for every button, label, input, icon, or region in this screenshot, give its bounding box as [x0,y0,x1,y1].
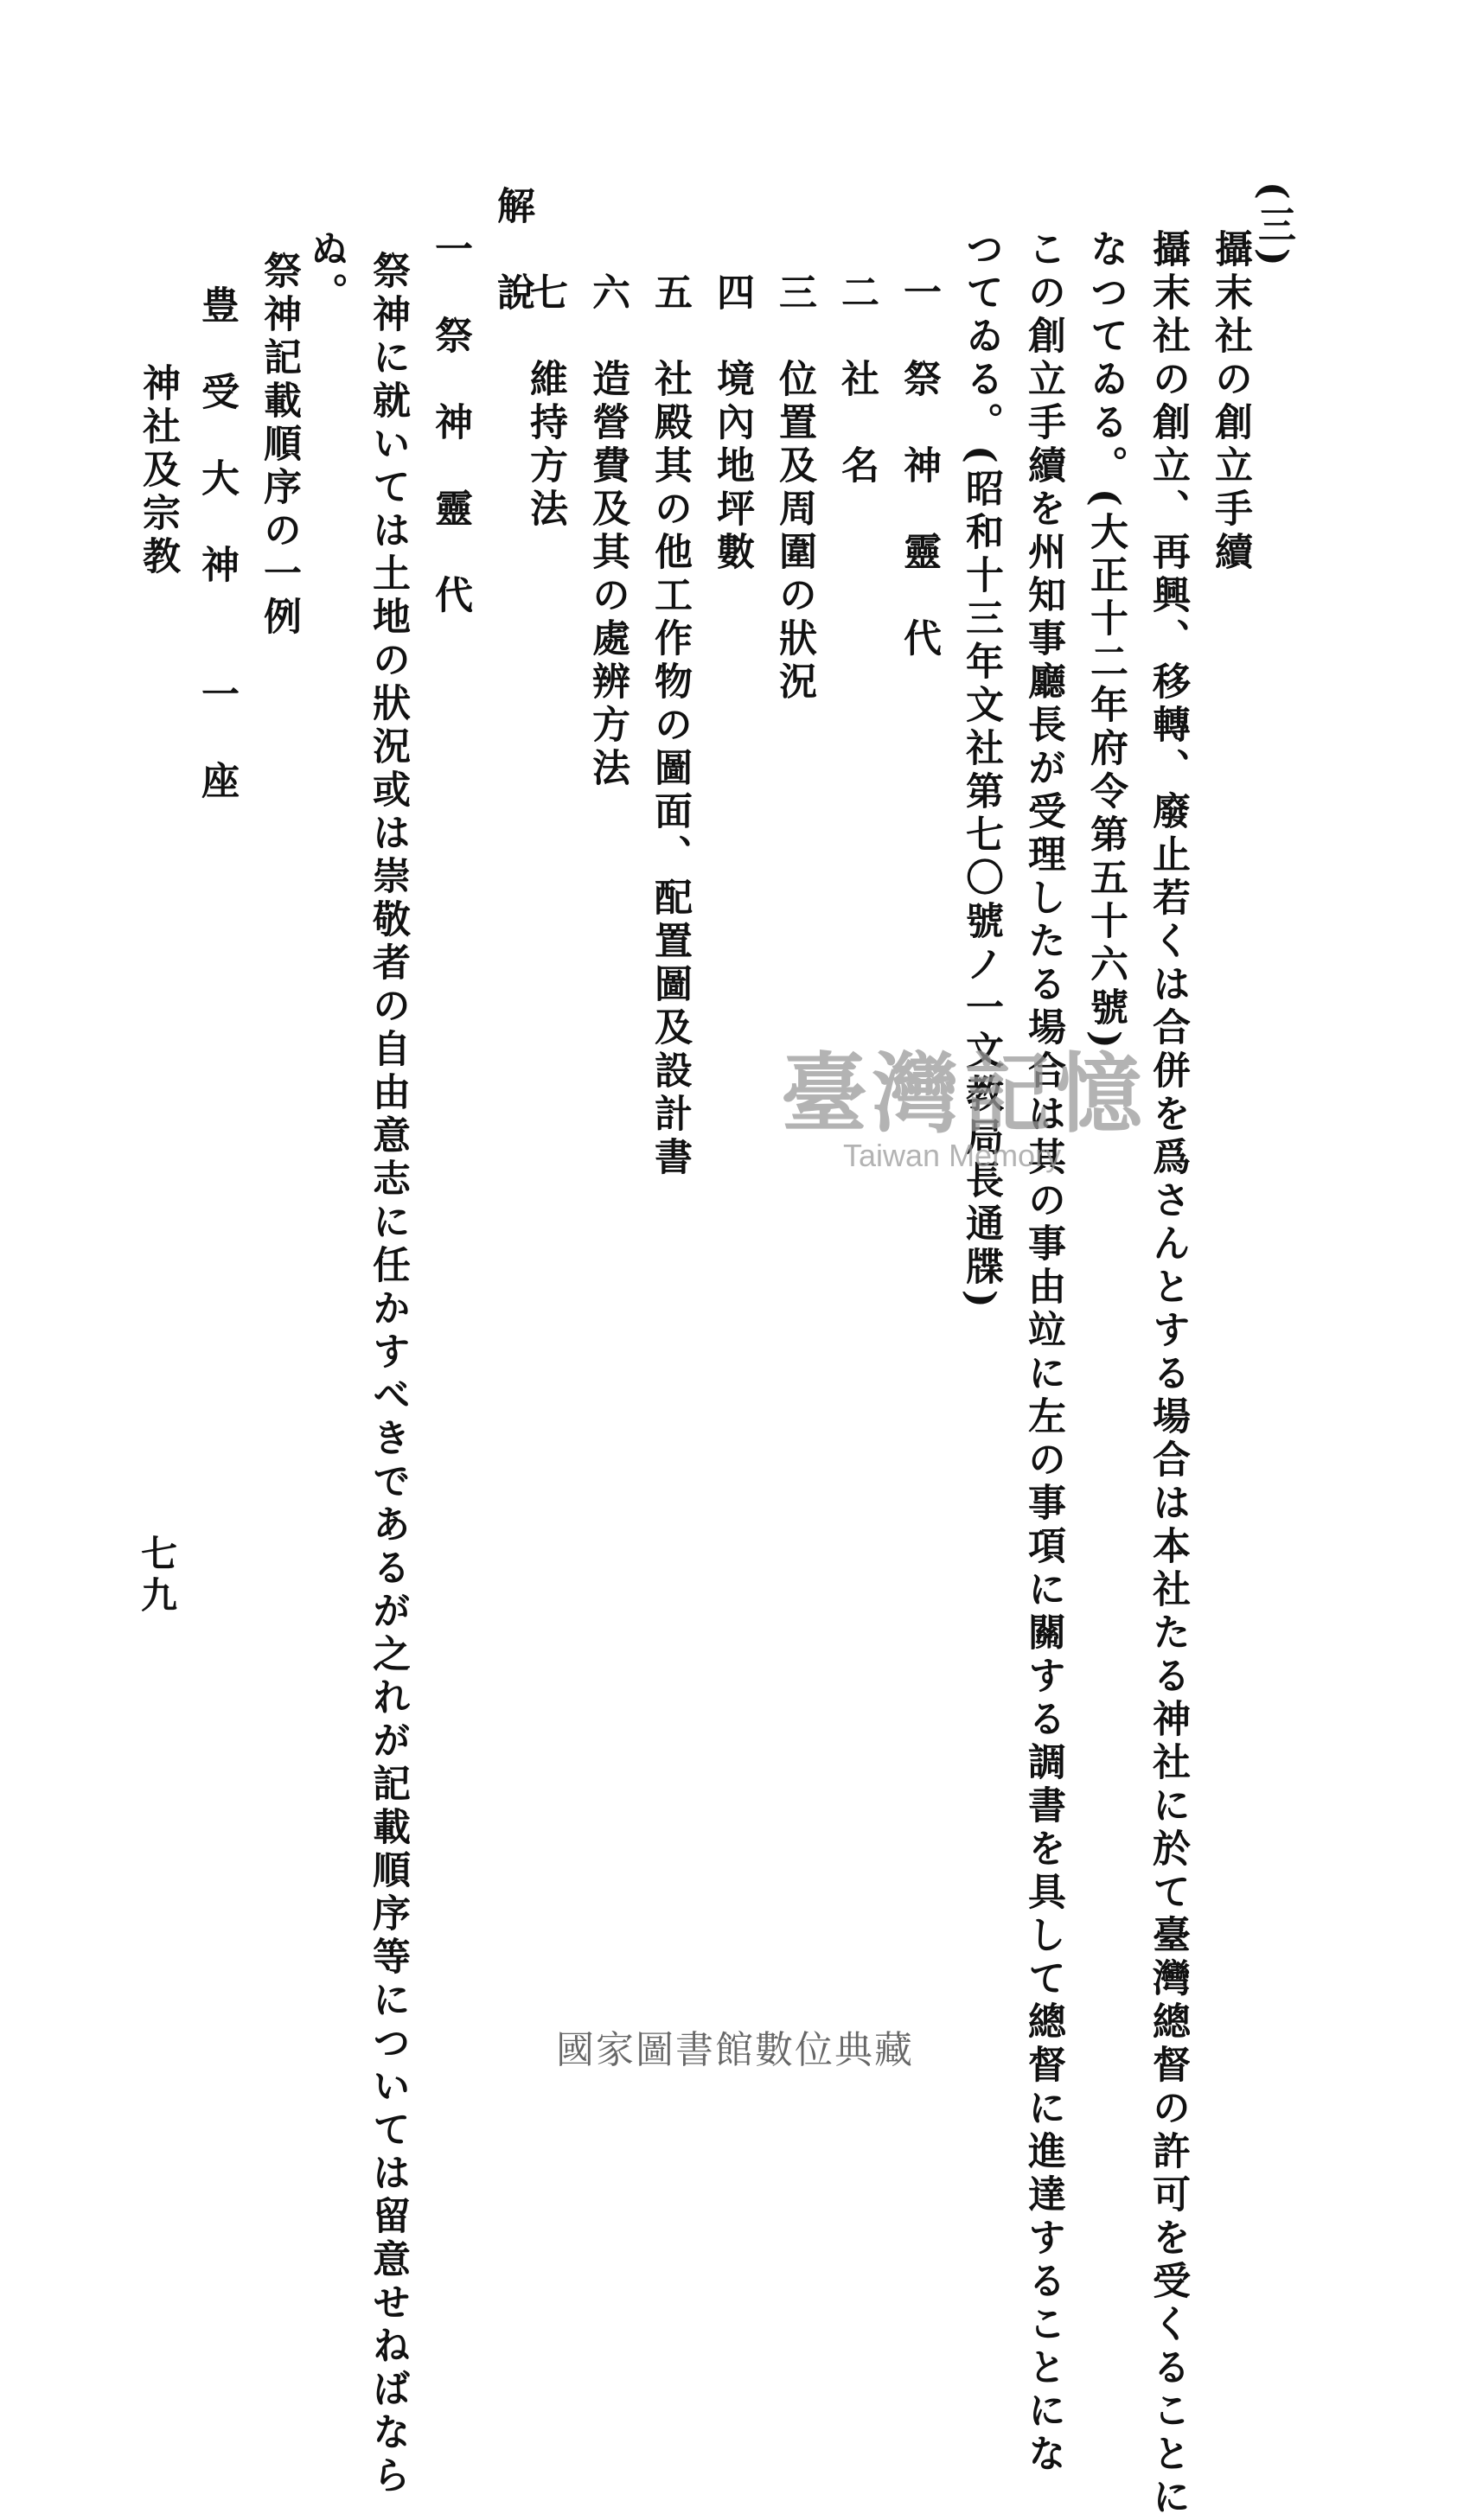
list-item-5: 五 社殿其の他工作物の圖面、配置圖及設計書 [648,272,692,1180]
commentary-text-2: ぬ。 [304,229,348,316]
commentary-heading: 解 說 [490,186,534,316]
section-heading: (三) [1251,182,1295,271]
example-line-1: 豊 受 大 神 一 座 [195,285,239,804]
watermark-logo [739,1043,1189,1180]
text-column-5: つてゐる。(昭和十三年文社第七〇號ノ一文教局長通牒) [959,229,1003,1313]
list-item-4: 四 境內地坪數 [710,272,754,575]
text-column-3: なつてゐる。(大正十二年府令第五十六號) [1083,229,1128,1054]
watermark-en: Taiwan Memory [843,1138,1062,1173]
list-item-1: 一 祭 神 靈 代 [897,272,941,661]
text-column-4: この創立手續を州知事廳長が受理したる場合は其の事由竝に左の事項に關する調書を具して總督に進達することにな [1021,229,1065,2477]
example-heading: 祭神記載順序の一例 [257,251,301,640]
page-number: 七九 [136,1534,178,1617]
commentary-item-1: 一 祭 神 靈 代 [428,229,472,618]
list-item-2: 二 社 名 [834,272,879,488]
list-item-3: 三 位置及周圍の狀況 [772,272,816,705]
footer-credit: 國家圖書館數位典藏 [556,2028,914,2072]
running-title: 神社及宗教 [136,363,180,579]
list-item-7: 七 維持方法 [523,272,567,532]
watermark-zh: 臺灣記憶 [781,1043,1147,1145]
commentary-text-1: 祭神に就いては土地の狀況或は崇敬者の自由意志に任かすべきであるが之れが記載順序等については留意せねばなら [366,251,410,2498]
text-column-1: 攝末社の創立手續 [1208,229,1252,575]
text-column-2: 攝末社の創立、再興、移轉、廢止若くは合併を爲さんとする場合は本社たる神社に於て臺灣總督の許可を受くることに [1146,229,1190,2520]
list-item-6: 六 造營費及其の處辨方法 [585,272,630,791]
